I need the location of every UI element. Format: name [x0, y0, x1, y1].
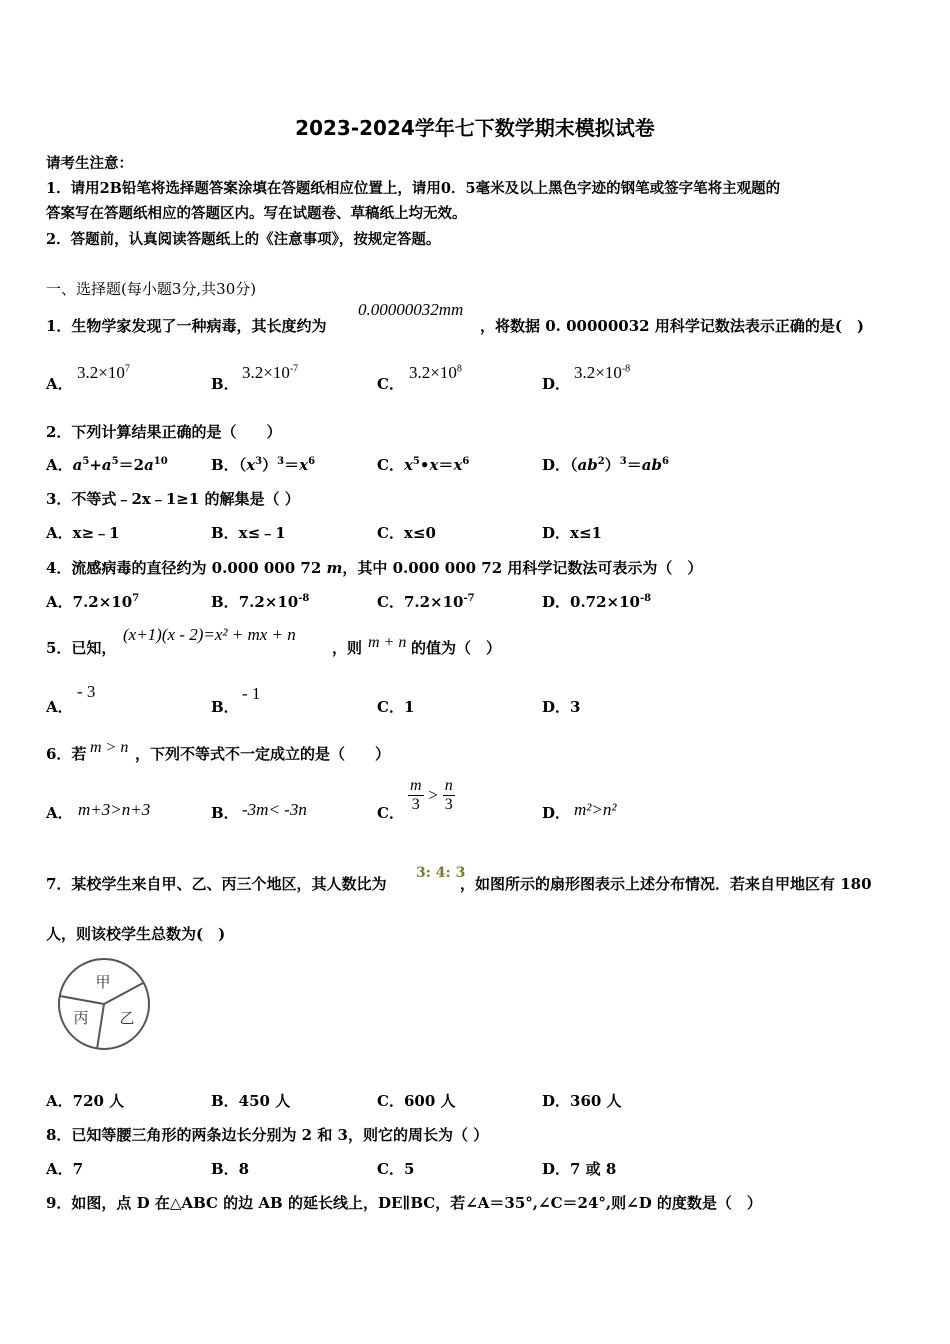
- q5-stem-middle: ，则: [332, 639, 363, 657]
- q4-option-b[interactable]: B．$7.2\times 10^{-8}$: [211, 593, 310, 611]
- q4-option-a[interactable]: A．$7.2\times 10^7$: [46, 593, 140, 611]
- q6-option-c-value: $\frac{m}{3}$ > $\frac{n}{3}$: [410, 777, 453, 813]
- q1-option-d-value: $3.2\times 10^{-8}$: [574, 363, 631, 382]
- q5-option-c[interactable]: C．1: [377, 698, 415, 716]
- notice-line-2: 答案写在答题纸相应的答题区内。写在试题卷、草稿纸上均无效。: [46, 205, 467, 222]
- q8-option-a[interactable]: A．7: [46, 1160, 84, 1178]
- q6-option-d-label[interactable]: D．: [542, 804, 571, 822]
- q6-stem-prefix: 6．若: [46, 745, 87, 763]
- pie-label-yi: 乙: [119, 1009, 135, 1027]
- q6-option-a-label[interactable]: A．: [46, 804, 73, 822]
- q6-option-a-value: m+3>n+3: [78, 800, 151, 819]
- q3-option-a[interactable]: A．x≥﹣1: [46, 524, 120, 542]
- q1-option-c-label[interactable]: C．: [377, 375, 404, 393]
- q7-stem-line-2: 人，则该校学生总数为( ): [46, 925, 226, 943]
- q3-stem: 3．不等式﹣2x﹣1≥1 的解集是（ ）: [46, 490, 300, 508]
- section-heading: 一、选择题(每小题3分,共30分): [46, 280, 257, 298]
- q1-option-a-label[interactable]: A．: [46, 375, 73, 393]
- q5-option-b-value: - 1: [242, 684, 261, 703]
- q6-stem-suffix: ，下列不等式不一定成立的是（ ）: [135, 745, 391, 763]
- q1-option-b-value: $3.2\times 10^{-7}$: [242, 363, 299, 382]
- q6-option-b-value: -3m< -3n: [242, 800, 307, 819]
- q2-option-b[interactable]: B．$(x^3)^3=x^6$: [211, 456, 316, 474]
- q8-option-d[interactable]: D．7 或 8: [542, 1160, 617, 1178]
- q9-stem: 9．如图，点 D 在△ABC 的边 AB 的延长线上，DE∥BC，若∠A＝35°,∠C＝24°,则∠D 的度数是（ ）: [46, 1194, 762, 1212]
- q7-stem-line-1a: 7．某校学生来自甲、乙、丙三个地区，其人数比为: [46, 875, 387, 893]
- notice-heading: 请考生注意：: [46, 155, 133, 172]
- q1-option-b-label[interactable]: B．: [211, 375, 239, 393]
- q1-option-c-value: $3.2\times 10^8$: [409, 363, 462, 382]
- q5-equation: (x+1)(x - 2)=x² + mx + n: [123, 625, 296, 644]
- q1-value: 0.00000032mm: [358, 300, 464, 319]
- q7-stem-line-1b: ，如图所示的扇形图表示上述分布情况．若来自甲地区有 180: [460, 875, 872, 893]
- q5-option-d[interactable]: D．3: [542, 698, 581, 716]
- q5-expression: m + n: [368, 634, 407, 651]
- q1-stem-prefix: 1．生物学家发现了一种病毒，其长度约为: [46, 317, 327, 335]
- q2-stem: 2．下列计算结果正确的是（ ）: [46, 423, 282, 441]
- q3-option-d[interactable]: D．x≤1: [542, 524, 602, 542]
- pie-label-jia: 甲: [95, 973, 111, 991]
- q1-option-a-value: $3.2\times 10^7$: [77, 363, 130, 382]
- q3-option-b[interactable]: B．x≤﹣1: [211, 524, 286, 542]
- q5-stem-prefix: 5．已知，: [46, 639, 117, 657]
- q5-stem-suffix: 的值为（ ）: [411, 639, 502, 657]
- q6-condition: m > n: [90, 739, 129, 756]
- q6-option-b-label[interactable]: B．: [211, 804, 239, 822]
- q7-option-a[interactable]: A．720 人: [46, 1092, 125, 1110]
- q8-stem: 8．已知等腰三角形的两条边长分别为 2 和 3，则它的周长为（ ）: [46, 1126, 489, 1144]
- q2-option-c[interactable]: C．$x^5•x=x^6$: [377, 456, 470, 474]
- q5-option-a-label[interactable]: A．: [46, 698, 73, 716]
- notice-line-3: 2．答题前，认真阅读答题纸上的《注意事项》，按规定答题。: [46, 231, 441, 248]
- q7-option-b[interactable]: B．450 人: [211, 1092, 291, 1110]
- q4-option-c[interactable]: C．$7.2\times 10^{-7}$: [377, 593, 475, 611]
- pie-label-bing: 丙: [73, 1009, 89, 1027]
- q1-stem-suffix: ，将数据 0. 00000032 用科学记数法表示正确的是( ): [480, 317, 865, 335]
- q2-option-a[interactable]: A．$a^5+a^5=2a^{10}$: [46, 456, 168, 474]
- q6-option-c-label[interactable]: C．: [377, 804, 404, 822]
- notice-line-1: 1．请用2B铅笔将选择题答案涂填在答题纸相应位置上，请用0．5毫米及以上黑色字迹的钢笔或签字笔将主观题的: [46, 180, 781, 197]
- q7-ratio: 3: 4: 3: [416, 865, 466, 881]
- q8-option-c[interactable]: C．5: [377, 1160, 415, 1178]
- q7-option-c[interactable]: C．600 人: [377, 1092, 456, 1110]
- q7-pie-chart: [55, 956, 155, 1056]
- q2-option-d[interactable]: D．$(ab^2)^3=ab^6$: [542, 456, 669, 474]
- q5-option-b-label[interactable]: B．: [211, 698, 239, 716]
- page-title: 2023-2024学年七下数学期末模拟试卷: [295, 116, 655, 140]
- q1-option-d-label[interactable]: D．: [542, 375, 571, 393]
- q4-stem: 4．流感病毒的直径约为 0.000 000 72 m，其中 0.000 000 72 用科学记数法可表示为（ ）: [46, 559, 703, 577]
- q6-option-d-value: m²>n²: [574, 800, 617, 819]
- q4-option-d[interactable]: D．$0.72\times 10^{-8}$: [542, 593, 652, 611]
- q3-option-c[interactable]: C．x≤0: [377, 524, 436, 542]
- q8-option-b[interactable]: B．8: [211, 1160, 250, 1178]
- q7-option-d[interactable]: D．360 人: [542, 1092, 622, 1110]
- q5-option-a-value: - 3: [77, 682, 96, 701]
